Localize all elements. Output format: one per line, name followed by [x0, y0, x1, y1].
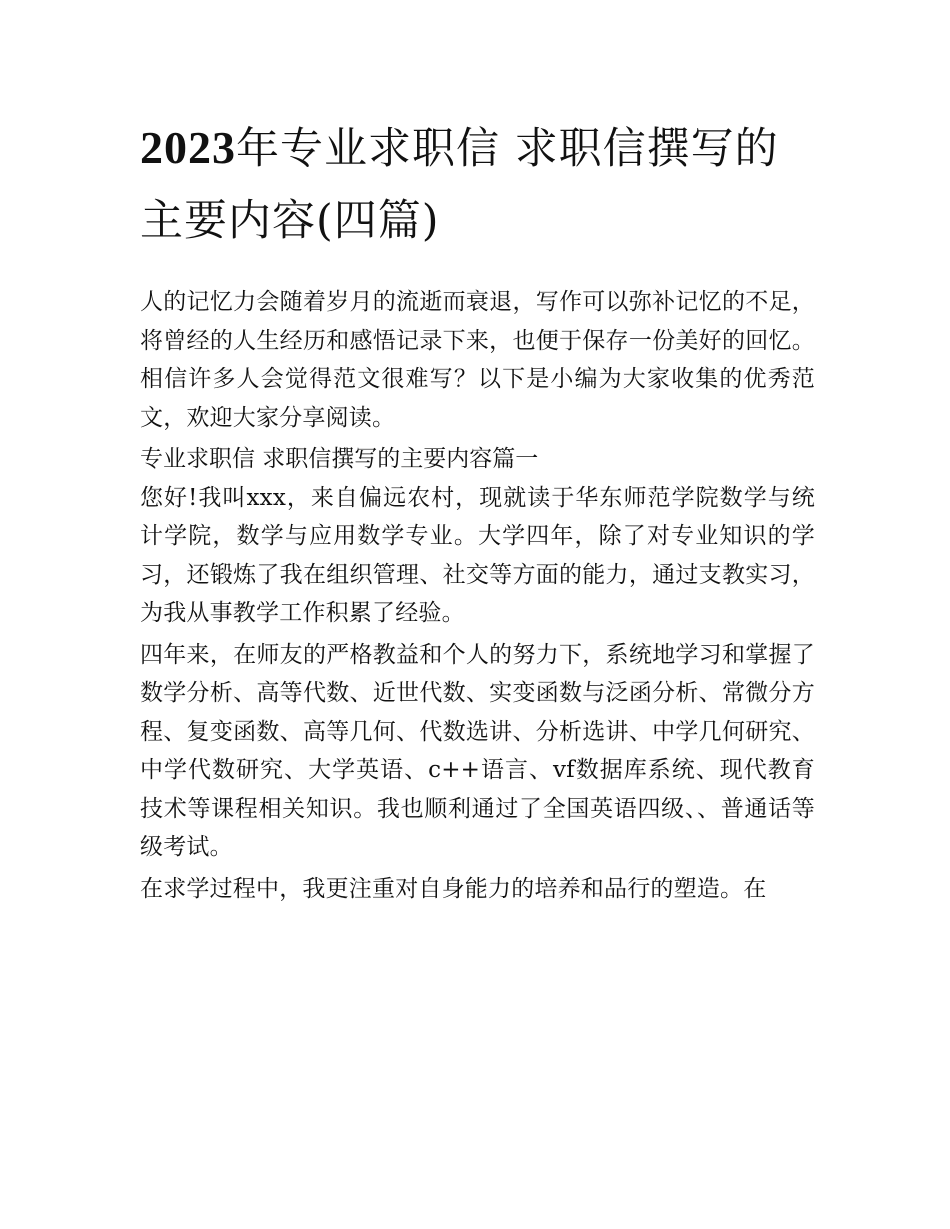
title-text: 年专业求职信 求职信撰写的主要内容(四篇) — [140, 124, 779, 246]
document-title — [140, 112, 820, 257]
body-paragraph: 您好!我叫xxx，来自偏远农村，现就读于华东师范学院数学与统计学院，数学与应用数学专业。大学四年，除了对专业知识的学习，还锻炼了我在组织管理、社交等方面的能力，通过支教实习，为我从事教学工作积累了经验。 — [140, 484, 815, 626]
title-year: 2023 — [140, 122, 236, 173]
body-paragraph: 在求学过程中，我更注重对自身能力的培养和品行的塑造。在 — [140, 875, 767, 902]
document-body — [140, 283, 815, 908]
intro-paragraph: 人的记忆力会随着岁月的流逝而衰退，写作可以弥补记忆的不足，将曾经的人生经历和感悟记录下来，也便于保存一份美好的回忆。相信许多人会觉得范文很难写？以下是小编为大家收集的优秀范文，欢迎大家分享阅读。 — [140, 289, 815, 431]
section-heading: 专业求职信 求职信撰写的主要内容篇一 — [140, 446, 539, 472]
body-paragraph: 四年来，在师友的严格教益和个人的努力下，系统地学习和掌握了数学分析、高等代数、近世代数、实变函数与泛函分析、常微分方程、复变函数、高等几何、代数选讲、分析选讲、中学几何研究、中学代数研究、大学英语、c++语言、vf数据库系统、现代教育技术等课程相关知识。我也顺利通过了全国英语四级、、普通话等级考试。 — [140, 641, 815, 860]
